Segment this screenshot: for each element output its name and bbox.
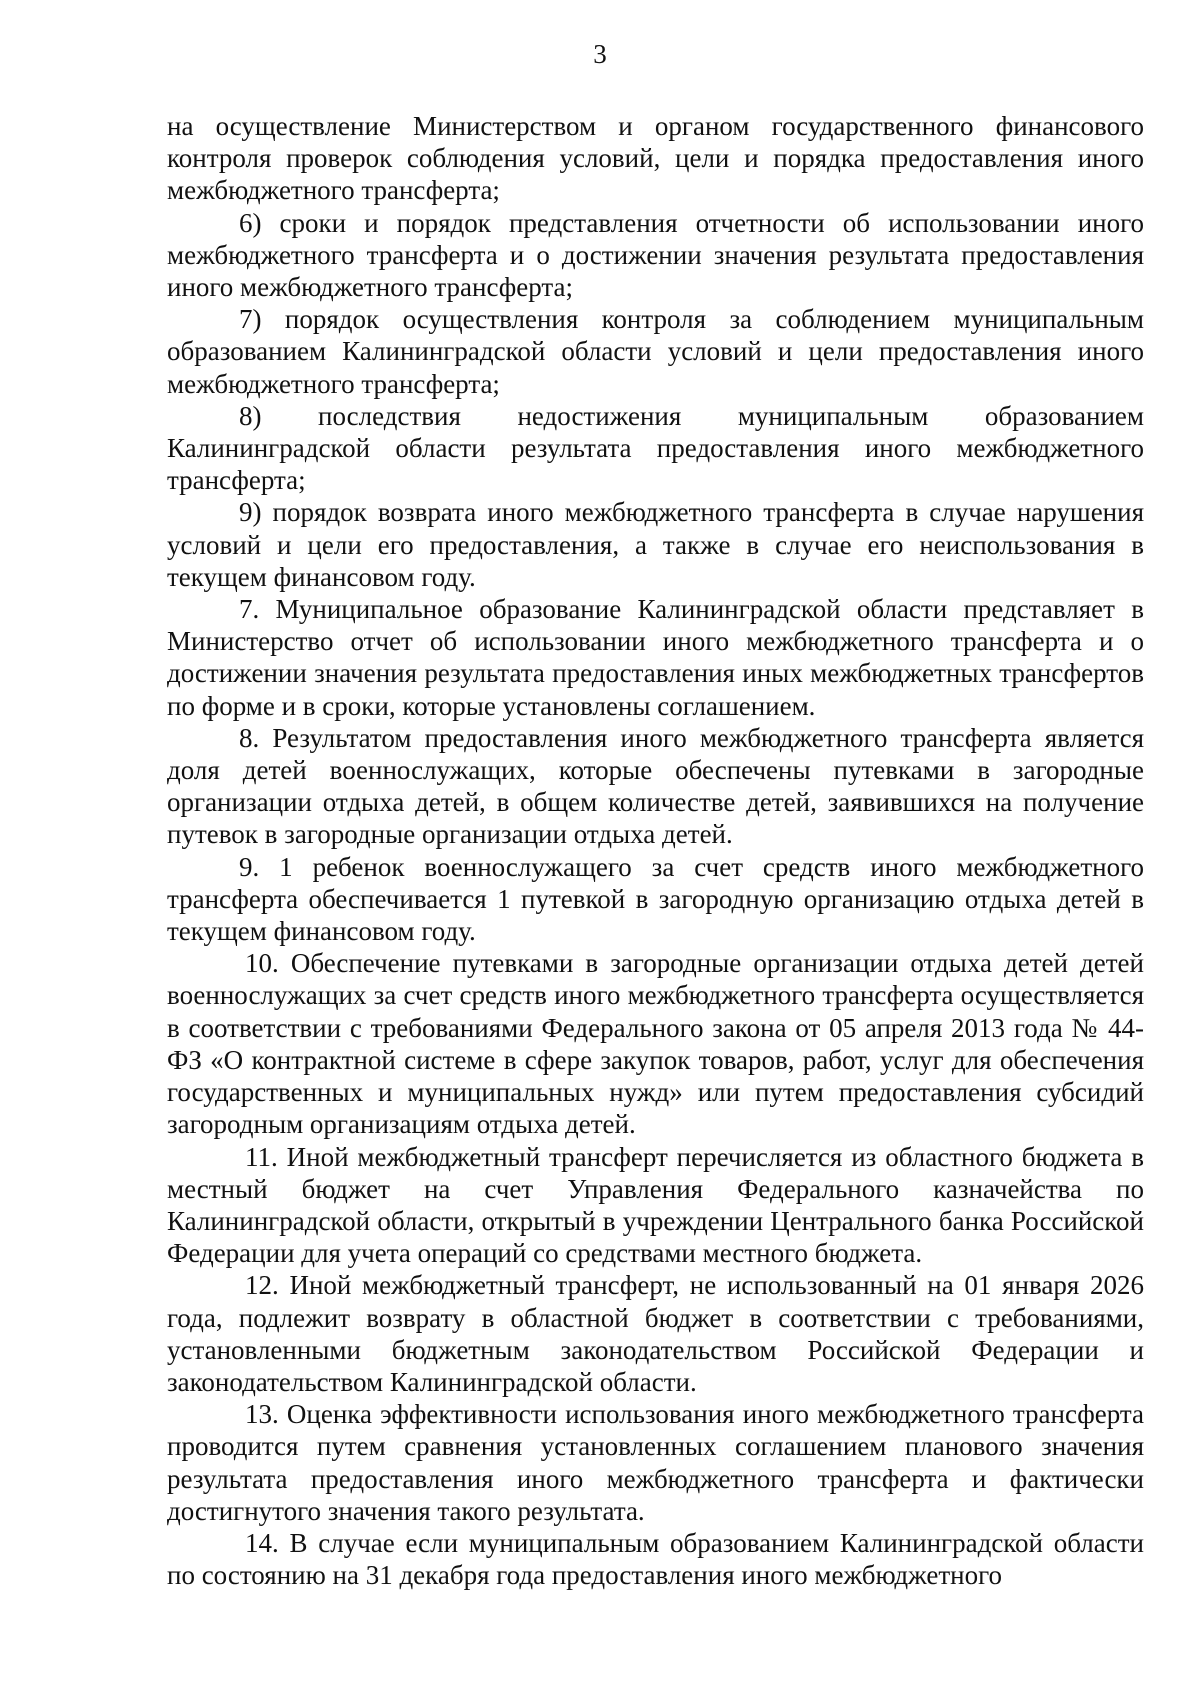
paragraph-clause-8: 8. Результатом предоставления иного межбюджетного трансферта является доля детей военнослужащих, которые обеспечены путевками в загородные организации отдыха детей, в общем количестве детей, заявившихся на получение путевок в загородные организации отдыха детей.: [167, 722, 1144, 850]
paragraph-item-9: 9) порядок возврата иного межбюджетного трансферта в случае нарушения условий и цели его предоставления, а также в случае его неиспользования в текущем финансовом году.: [167, 497, 1144, 592]
page-number: 3: [593, 39, 607, 69]
paragraph-clause-12: 12. Иной межбюджетный трансферт, не использованный на 01 января 2026 года, подлежит возврату в областной бюджет в соответствии с требованиями, установленными бюджетным законодательством Российской Федерации и законодательством Калининградской области.: [167, 1270, 1144, 1397]
document-body: [167, 110, 1144, 1591]
paragraph-continuation: на осуществление Министерством и органом государственного финансового контроля проверок соблюдения условий, цели и порядка предоставления иного межбюджетного трансферта;: [167, 111, 1144, 206]
paragraph-item-6: 6) сроки и порядок представления отчетности об использовании иного межбюджетного трансферта и о достижении значения результата предоставления иного межбюджетного трансферта;: [167, 207, 1144, 303]
paragraph-clause-9: 9. 1 ребенок военнослужащего за счет средств иного межбюджетного трансферта обеспечивается 1 путевкой в загородную организацию отдыха детей в текущем финансовом году.: [167, 851, 1144, 947]
paragraph-item-7: 7) порядок осуществления контроля за соблюдением муниципальным образованием Калининградской области условий и цели предоставления иного межбюджетного трансферта;: [167, 304, 1144, 399]
paragraph-clause-14: 14. В случае если муниципальным образованием Калининградской области по состоянию на 31 декабря года предоставления иного межбюджетного: [167, 1527, 1144, 1591]
paragraph-clause-7: 7. Муниципальное образование Калининградской области представляет в Министерство отчет об использовании иного межбюджетного трансферта и о достижении значения результата предоставления иных межбюджетных трансфертов по форме и в сроки, которые установлены соглашением.: [167, 594, 1144, 721]
paragraph-clause-13: 13. Оценка эффективности использования иного межбюджетного трансферта проводится путем сравнения установленных соглашением планового значения результата предоставления иного межбюджетного трансферта и фактически достигнутого значения такого результата.: [167, 1399, 1144, 1526]
paragraph-clause-10: 10. Обеспечение путевками в загородные организации отдыха детей детей военнослужащих за счет средств иного межбюджетного трансферта осуществляется в соответствии с требованиями Федерального закона от 05 апреля 2013 года № 44-ФЗ «О контрактной системе в сфере закупок товаров, работ, услуг для обеспечения государственных и муниципальных нужд» или путем предоставления субсидий загородным организациям отдыха детей.: [167, 948, 1144, 1140]
paragraph-item-8: 8) последствия недостижения муниципальным образованием Калининградской области результата предоставления иного межбюджетного трансферта;: [167, 400, 1144, 496]
paragraph-clause-11: 11. Иной межбюджетный трансферт перечисляется из областного бюджета в местный бюджет на счет Управления Федерального казначейства по Калининградской области, открытый в учреждении Центрального банка Российской Федерации для учета операций со средствами местного бюджета.: [167, 1141, 1144, 1269]
